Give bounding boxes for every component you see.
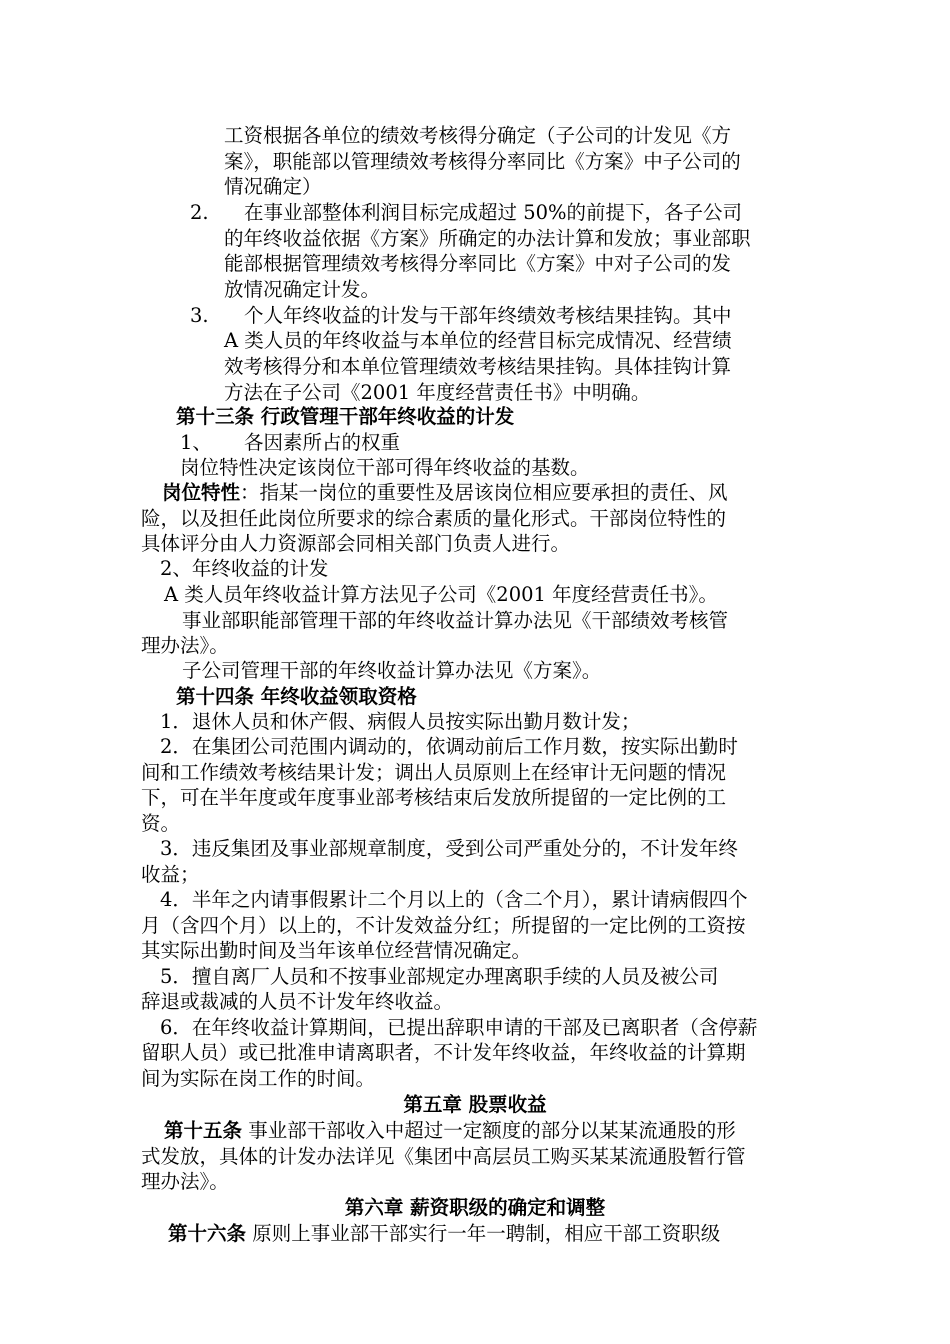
- article-label: 第十五条: [164, 1119, 243, 1142]
- text-line: 理办法》。: [141, 634, 229, 657]
- list-number: 2.: [190, 201, 209, 224]
- chapter-heading: 第五章 股票收益: [403, 1093, 547, 1116]
- text-line: 险，以及担任此岗位所要求的综合素质的量化形式。干部岗位特性的: [141, 507, 727, 530]
- text-line: 2、年终收益的计发: [160, 557, 329, 580]
- text-line: 间和工作绩效考核结果计发；调出人员原则上在经审计无问题的情况: [141, 761, 727, 784]
- article-heading: 第十四条 年终收益领取资格: [176, 685, 417, 708]
- text-line: 岗位特性决定该岗位干部可得年终收益的基数。: [180, 456, 590, 479]
- text-line: 1．退休人员和休产假、病假人员按实际出勤月数计发；: [160, 710, 641, 733]
- text-line: [168, 1222, 720, 1246]
- text-line: 留职人员）或已批准申请离职者，不计发年终收益，年终收益的计算期: [141, 1041, 746, 1064]
- text-line: 事业部职能部管理干部的年终收益计算办法见《干部绩效考核管: [182, 609, 729, 632]
- text-line: [164, 1119, 736, 1143]
- text-line: A 类人员的年终收益与本单位的经营目标完成情况、经营绩: [224, 329, 732, 352]
- text-line: 方法在子公司《2001 年度经营责任书》中明确。: [224, 381, 651, 404]
- term-label: 岗位特性: [162, 481, 241, 504]
- article-label: 第十六条: [168, 1222, 247, 1245]
- text-line: [162, 481, 728, 505]
- text-line: 其实际出勤时间及当年该单位经营情况确定。: [141, 939, 532, 962]
- text-line: 效考核得分和本单位管理绩效考核结果挂钩。具体挂钩计算: [224, 355, 732, 378]
- list-number: 1、: [180, 431, 212, 454]
- text-line: 情况确定）: [224, 175, 322, 198]
- article-text: 原则上事业部干部实行一年一聘制，相应干部工资职级: [246, 1222, 721, 1245]
- text-line: 6．在年终收益计算期间，已提出辞职申请的干部及已离职者（含停薪: [160, 1016, 758, 1039]
- list-number: 3.: [190, 304, 209, 327]
- text-line: 工资根据各单位的绩效考核得分确定（子公司的计发见《方: [224, 124, 732, 147]
- text-line: 个人年终收益的计发与干部年终绩效考核结果挂钩。其中: [244, 304, 732, 327]
- text-line: 理办法》。: [141, 1170, 229, 1193]
- text-line: 3．违反集团及事业部规章制度，受到公司严重处分的，不计发年终: [160, 837, 738, 860]
- text-line: 4．半年之内请事假累计二个月以上的（含二个月），累计请病假四个: [160, 888, 748, 911]
- term-definition: ：指某一岗位的重要性及居该岗位相应要承担的责任、风: [240, 481, 728, 504]
- text-line: 月（含四个月）以上的，不计发效益分红；所提留的一定比例的工资按: [141, 914, 746, 937]
- text-line: 子公司管理干部的年终收益计算办法见《方案》。: [182, 659, 602, 682]
- text-line: 案》，职能部以管理绩效考核得分率同比《方案》中子公司的: [224, 150, 741, 173]
- text-line: 下，可在半年度或年度事业部考核结束后发放所提留的一定比例的工: [141, 786, 727, 809]
- text-line: 在事业部整体利润目标完成超过 50%的前提下，各子公司: [244, 201, 743, 224]
- text-line: 收益；: [141, 863, 200, 886]
- text-line: 放情况确定计发。: [224, 278, 381, 301]
- text-line: 5．擅自离厂人员和不按事业部规定办理离职手续的人员及被公司: [160, 965, 719, 988]
- text-line: 的年终收益依据《方案》所确定的办法计算和发放；事业部职: [224, 227, 751, 250]
- text-line: 式发放，具体的计发办法详见《集团中高层员工购买某某流通股暂行管: [141, 1145, 746, 1168]
- text-line: 各因素所占的权重: [244, 431, 401, 454]
- text-line: 间为实际在岗工作的时间。: [141, 1067, 376, 1090]
- text-line: 辞退或裁减的人员不计发年终收益。: [141, 990, 454, 1013]
- text-line: 资。: [141, 812, 181, 835]
- article-text: 事业部干部收入中超过一定额度的部分以某某流通股的形: [242, 1119, 736, 1142]
- text-line: 能部根据管理绩效考核得分率同比《方案》中对子公司的发: [224, 252, 732, 275]
- chapter-heading: 第六章 薪资职级的确定和调整: [344, 1196, 606, 1219]
- text-line: 具体评分由人力资源部会同相关部门负责人进行。: [141, 532, 571, 555]
- text-line: 2．在集团公司范围内调动的，依调动前后工作月数，按实际出勤时: [160, 735, 738, 758]
- text-line: A 类人员年终收益计算方法见子公司《2001 年度经营责任书》。: [164, 583, 718, 606]
- article-heading: 第十三条 行政管理干部年终收益的计发: [176, 405, 515, 428]
